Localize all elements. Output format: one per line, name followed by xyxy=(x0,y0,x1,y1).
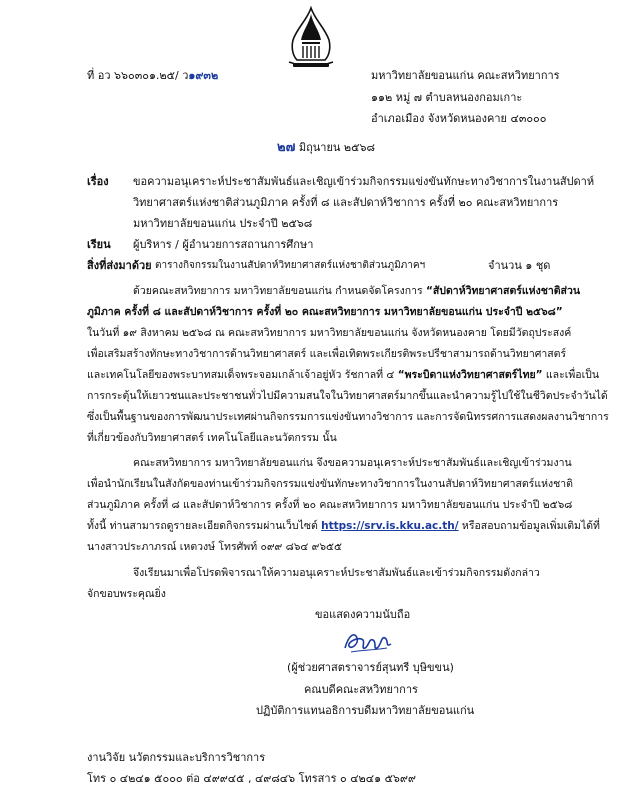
paragraph-1-line-2: ภูมิภาค ครั้งที่ ๘ และสัปดาห์วิชาการ ครั้งที่ ๒๐ คณะสหวิทยาการ มหาวิทยาลัยขอนแก่น ประจำปี ๒๕๖๘” xyxy=(87,306,563,318)
salutation-text: ผู้บริหาร / ผู้อำนวยการสถานการศึกษา xyxy=(133,238,314,251)
document-number-printed: ๖๖๐๓๐๑.๒๕/ ว xyxy=(114,69,189,82)
signatory-position-2: ปฏิบัติการแทนอธิการบดีมหาวิทยาลัยขอนแก่น xyxy=(256,704,475,717)
subject-label: เรื่อง xyxy=(87,175,109,188)
signatory-name: (ผู้ช่วยศาสตราจารย์สุนทรี บุษิขขน) xyxy=(287,661,454,674)
complimentary-close: ขอแสดงความนับถือ xyxy=(315,608,411,621)
paragraph-1-line-8: ที่เกี่ยวข้องกับวิทยาศาสตร์ เทคโนโลยีและนวัตกรรม นั้น xyxy=(87,432,337,444)
paragraph-2-line-5: นางสาวประภาภรณ์ เหตวงษ์ โทรศัพท์ ๐๙๙ ๘๖๔ ๙๖๕๕ xyxy=(87,541,342,553)
enclosure-label: สิ่งที่ส่งมาด้วย xyxy=(87,259,152,272)
footer-department: งานวิจัย นวัตกรรมและบริการวิชาการ xyxy=(87,751,266,764)
subject-line-1: ขอความอนุเคราะห์ประชาสัมพันธ์และเชิญเข้าร่วมกิจกรรมแข่งขันทักษะทางวิชาการในงานสัปดาห์ xyxy=(133,175,595,188)
signatory-position-1: คณบดีคณะสหวิทยาการ xyxy=(304,683,418,696)
website-link[interactable]: https://srv.is.kku.ac.th/ xyxy=(321,520,459,532)
salutation-label: เรียน xyxy=(87,238,111,251)
subject-line-3: มหาวิทยาลัยขอนแก่น ประจำปี ๒๕๖๘ xyxy=(133,217,313,230)
paragraph-1-line-1: ด้วยคณะสหวิทยาการ มหาวิทยาลัยขอนแก่น กำหนดจัดโครงการ “สัปดาห์วิทยาศาสตร์แห่งชาติส่วน xyxy=(133,285,581,297)
paragraph-1-line-5: และเทคโนโลยีของพระบาทสมเด็จพระจอมเกล้าเจ้าอยู่หัว รัชกาลที่ ๔ “พระบิดาแห่งวิทยาศาสตร์ไทย” และเพื่อเป็น xyxy=(87,369,600,381)
paragraph-2-line-3: ส่วนภูมิภาค ครั้งที่ ๘ และสัปดาห์วิชาการ ครั้งที่ ๒๐ คณะสหวิทยาการ มหาวิทยาลัยขอนแก่น ประจำปี ๒๕๖๘ xyxy=(87,499,573,511)
paragraph-1-line-7: ซึ่งเป็นพื้นฐานของการพัฒนาประเทศผ่านกิจกรรมการแข่งขันทางวิชาการ และการจัดนิทรรศการแสดงผลงานวิชาการ xyxy=(87,411,609,423)
footer-phone: โทร ๐ ๔๒๔๑ ๕๐๐๐ ต่อ ๔๙๙๔๕ , ๔๙๘๔๖ โทรสาร ๐ ๔๒๔๑ ๕๖๙๙ xyxy=(87,772,416,785)
paragraph-2-line-2: เพื่อนำนักเรียนในสังกัดของท่านเข้าร่วมกิจกรรมแข่งขันทักษะทางวิชาการในงานสัปดาห์วิทยาศาสตร์แห่งชาติ xyxy=(87,478,573,490)
subject-line-2: วิทยาศาสตร์แห่งชาติส่วนภูมิภาค ครั้งที่ ๘ และสัปดาห์วิชาการ ครั้งที่ ๒๐ คณะสหวิทยาการ xyxy=(133,196,559,209)
org-address-line-2: ๑๑๒ หมู่ ๗ ตำบลหนองกอมเกาะ xyxy=(371,91,523,104)
closing-paragraph-line-2: จักขอบพระคุณยิ่ง xyxy=(87,588,166,600)
org-address-line-1: มหาวิทยาลัยขอนแก่น คณะสหวิทยาการ xyxy=(371,69,560,82)
enclosure-quantity: จำนวน ๑ ชุด xyxy=(488,259,551,272)
org-address-line-3: อำเภอเมือง จังหวัดหนองคาย ๔๓๐๐๐ xyxy=(371,112,547,125)
document-date xyxy=(277,141,375,155)
document-number-handwritten: ๑๙๓๒ xyxy=(188,69,219,82)
document-number xyxy=(87,69,218,83)
date-month-year: มิถุนายน ๒๕๖๘ xyxy=(298,141,375,154)
enclosure-text: ตารางกิจกรรมในงานสัปดาห์วิทยาศาสตร์แห่งชาติส่วนภูมิภาคฯ xyxy=(155,260,426,271)
paragraph-2-line-1: คณะสหวิทยาการ มหาวิทยาลัยขอนแก่น จึงขอความอนุเคราะห์ประชาสัมพันธ์และเชิญเข้าร่วมงาน xyxy=(133,457,572,469)
university-seal-icon xyxy=(283,6,339,70)
closing-paragraph-line-1: จึงเรียนมาเพื่อโปรดพิจารณาให้ความอนุเคราะห์ประชาสัมพันธ์และเข้าร่วมกิจกรรมดังกล่าว xyxy=(133,567,540,579)
paragraph-1-line-4: เพื่อเสริมสร้างทักษะทางวิชาการด้านวิทยาศาสตร์ และเพื่อเทิดพระเกียรติพระปรีชาสามารถด้านวิทยาศาสตร์ xyxy=(87,348,567,360)
document-number-label: ที่ อว xyxy=(87,69,111,82)
paragraph-1-line-6: การกระตุ้นให้เยาวชนและประชาชนทั่วไปมีความสนใจในวิทยาศาสตร์มากขึ้นและนำความรู้ไปใช้ในชีวิตประจำวันได้ xyxy=(87,390,608,402)
handwritten-signature-icon xyxy=(341,628,395,656)
paragraph-1-line-3: ในวันที่ ๑๙ สิงหาคม ๒๕๖๘ ณ คณะสหวิทยาการ มหาวิทยาลัยขอนแก่น จังหวัดหนองคาย โดยมีวัตถุประสงค์ xyxy=(87,327,572,339)
paragraph-2-line-4: ทั้งนี้ ท่านสามารถดูรายละเอียดกิจกรรมผ่านเว็บไซต์ https://srv.is.kku.ac.th/ หรือสอบถามข้อมูลเพิ่มเติมได้ที่ xyxy=(87,520,600,532)
date-day-handwritten: ๒๗ xyxy=(277,140,296,155)
